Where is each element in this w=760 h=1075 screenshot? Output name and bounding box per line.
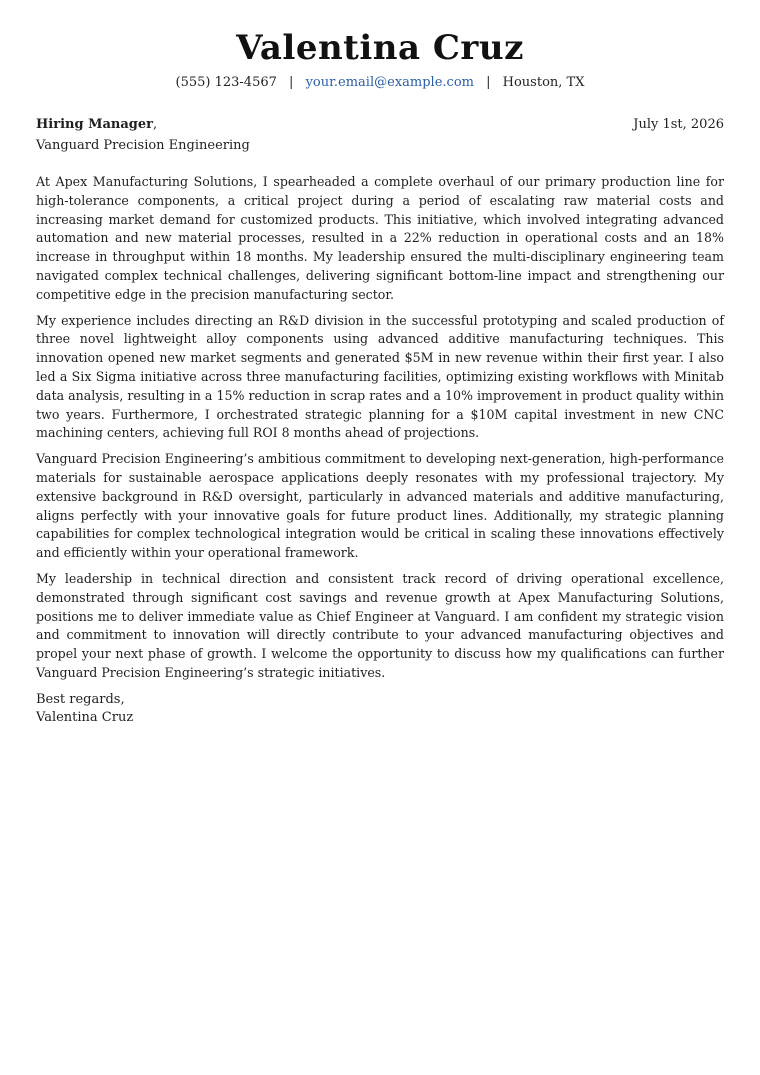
letter-body: [36, 173, 724, 683]
letter-closing: [36, 691, 724, 728]
contact-separator: |: [289, 75, 294, 90]
letter-date: July 1st, 2026: [633, 117, 724, 132]
body-paragraph: Vanguard Precision Engineering’s ambitious commitment to developing next-generation, high-performance materials for sustainable aerospace applications deeply resonates with my professional trajectory. My extensive background in R&D oversight, particularly in advanced materials and additive manufacturing, aligns perfectly with your innovative goals for future product lines. Additionally, my strategic planning capabilities for complex technological integration would be critical in scaling these innovations effectively and efficiently within your operational framework.: [36, 451, 724, 561]
body-paragraph: My leadership in technical direction and consistent track record of driving operational excellence, demonstrated through significant cost savings and revenue growth at Apex Manufacturing Solutions, positions me to deliver immediate value as Chief Engineer at Vanguard. I am confident my strategic vision and commitment to innovation will directly contribute to your advanced manufacturing objectives and propel your next phase of growth. I welcome the opportunity to discuss how my qualifications can further Vanguard Precision Engineering’s strategic initiatives.: [36, 570, 724, 680]
location: Houston, TX: [502, 75, 585, 90]
recipient-company: Vanguard Precision Engineering: [36, 138, 250, 153]
recipient-greeting: [36, 116, 157, 134]
recipient-row: [36, 116, 724, 134]
contact-separator: |: [486, 75, 491, 90]
body-paragraph: At Apex Manufacturing Solutions, I spearheaded a complete overhaul of our primary production line for high-tolerance components, a critical project during a period of escalating raw material costs and increasing market demand for customized products. This initiative, which involved integrating advanced automation and new material processes, resulted in a 22% reduction in operational costs and an 18% increase in throughput within 18 months. My leadership ensured the multi-disciplinary engineering team navigated complex technical challenges, delivering significant bottom-line impact and strengthening our competitive edge in the precision manufacturing sector.: [36, 174, 724, 302]
contact-line: [36, 74, 724, 92]
phone-number: (555) 123-4567: [175, 75, 277, 90]
cover-letter-page: [36, 28, 724, 728]
applicant-name: Valentina Cruz: [236, 28, 524, 68]
recipient-name: Hiring Manager: [36, 117, 153, 132]
body-paragraph: My experience includes directing an R&D division in the successful prototyping and scaled production of three novel lightweight alloy components using advanced additive manufacturing techniques. This innovation opened new market segments and generated $5M in new revenue within their first year. I also led a Six Sigma initiative across three manufacturing facilities, optimizing existing workflows with Minitab data analysis, resulting in a 15% reduction in scrap rates and a 10% improvement in product quality within two years. Furthermore, I orchestrated strategic planning for a $10M capital investment in new CNC machining centers, achieving full ROI 8 months ahead of projections.: [36, 312, 724, 441]
email-link[interactable]: your.email@example.com: [305, 75, 474, 90]
closing-signature: Valentina Cruz: [36, 710, 134, 726]
closing-salutation: Best regards,: [36, 691, 125, 707]
recipient-name-suffix: ,: [152, 117, 158, 132]
